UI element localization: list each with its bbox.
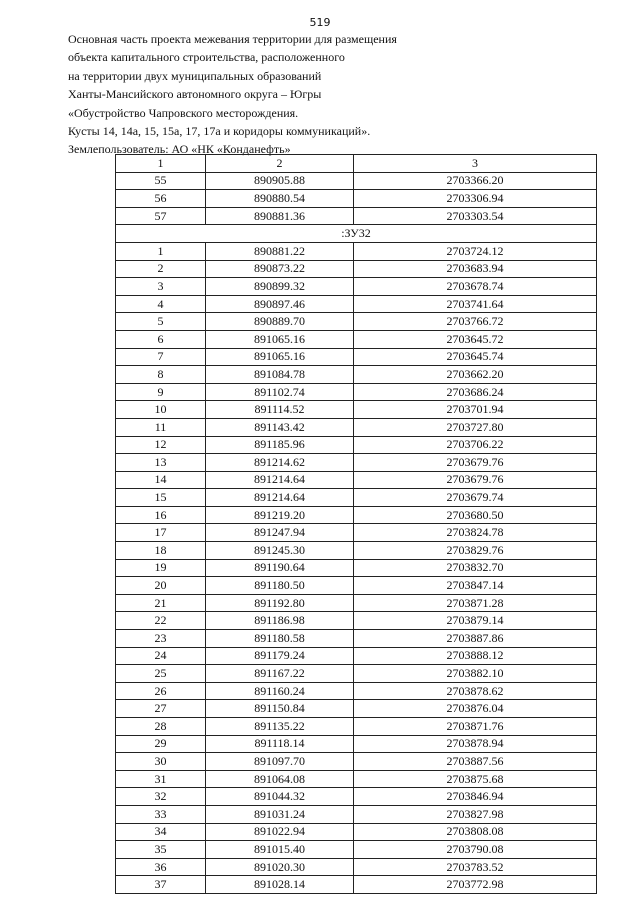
table-row [116,770,597,788]
header-line: Кусты 14, 14а, 15, 15а, 17, 17а и коридоры коммуникаций». [68,124,371,139]
table-row [116,506,597,524]
table-row [116,207,597,225]
x-coordinate-cell: 891180.58 [206,630,354,648]
table-row [116,559,597,577]
y-coordinate-cell: 2703645.72 [354,330,597,348]
y-coordinate-cell: 2703875.68 [354,770,597,788]
table-row [116,718,597,736]
x-coordinate-cell: 891186.98 [206,612,354,630]
point-number-cell: 12 [116,436,206,454]
x-coordinate-cell: 891084.78 [206,366,354,384]
y-coordinate-cell: 2703882.10 [354,665,597,683]
y-coordinate-cell: 2703645.74 [354,348,597,366]
point-number-cell: 23 [116,630,206,648]
point-number-cell: 9 [116,383,206,401]
table-row [116,330,597,348]
x-coordinate-cell: 891022.94 [206,823,354,841]
table-row [116,190,597,208]
section-row [116,225,597,243]
table-row [116,876,597,894]
point-number-cell: 34 [116,823,206,841]
x-coordinate-cell: 891015.40 [206,841,354,859]
table-row [116,647,597,665]
x-coordinate-cell: 891065.16 [206,348,354,366]
header-line: Основная часть проекта межевания территории для размещения [68,32,397,46]
y-coordinate-cell: 2703878.94 [354,735,597,753]
table-row [116,383,597,401]
y-coordinate-cell: 2703679.76 [354,454,597,472]
point-number-cell: 18 [116,542,206,560]
table-row [116,542,597,560]
x-coordinate-cell: 891160.24 [206,682,354,700]
y-coordinate-cell: 2703871.76 [354,718,597,736]
x-coordinate-cell: 891020.30 [206,858,354,876]
table-row [116,401,597,419]
y-coordinate-cell: 2703878.62 [354,682,597,700]
y-coordinate-cell: 2703679.76 [354,471,597,489]
y-coordinate-cell: 2703706.22 [354,436,597,454]
point-number-cell: 57 [116,207,206,225]
table-row [116,841,597,859]
x-coordinate-cell: 890899.32 [206,278,354,296]
point-number-cell: 25 [116,665,206,683]
point-number-cell: 36 [116,858,206,876]
table-row [116,471,597,489]
point-number-cell: 10 [116,401,206,419]
y-coordinate-cell: 2703679.74 [354,489,597,507]
point-number-cell: 22 [116,612,206,630]
y-coordinate-cell: 2703888.12 [354,647,597,665]
x-coordinate-cell: 891118.14 [206,735,354,753]
point-number-cell: 19 [116,559,206,577]
table-row [116,823,597,841]
y-coordinate-cell: 2703879.14 [354,612,597,630]
x-coordinate-cell: 891064.08 [206,770,354,788]
point-number-cell: 29 [116,735,206,753]
x-coordinate-cell: 891219.20 [206,506,354,524]
table-row [116,295,597,313]
x-coordinate-cell: 891214.62 [206,454,354,472]
y-coordinate-cell: 2703766.72 [354,313,597,331]
header-line: Землепользователь: АО «НК «Конданефть» [68,142,291,157]
x-coordinate-cell: 891143.42 [206,418,354,436]
table-row [116,418,597,436]
point-number-cell: 15 [116,489,206,507]
header-line: Ханты-Мансийского автономного округа – Югры [68,87,322,102]
point-number-cell: 3 [116,278,206,296]
table-row [116,682,597,700]
point-number-cell: 20 [116,577,206,595]
x-coordinate-cell: 890905.88 [206,172,354,190]
y-coordinate-cell: 2703662.20 [354,366,597,384]
x-coordinate-cell: 891031.24 [206,805,354,823]
x-coordinate-cell: 891065.16 [206,330,354,348]
coordinates-table-body [116,155,597,894]
y-coordinate-cell: 2703876.04 [354,700,597,718]
x-coordinate-cell: 891167.22 [206,665,354,683]
table-row [116,788,597,806]
x-coordinate-cell: 891214.64 [206,489,354,507]
table-row [116,260,597,278]
point-number-cell: 5 [116,313,206,331]
point-number-cell: 33 [116,805,206,823]
column-header: 2 [206,155,354,173]
page-number: 519 [309,16,331,29]
y-coordinate-cell: 2703741.64 [354,295,597,313]
x-coordinate-cell: 890889.70 [206,313,354,331]
table-row [116,278,597,296]
table-row [116,454,597,472]
point-number-cell: 16 [116,506,206,524]
table-row [116,242,597,260]
point-number-cell: 6 [116,330,206,348]
point-number-cell: 7 [116,348,206,366]
y-coordinate-cell: 2703829.76 [354,542,597,560]
point-number-cell: 35 [116,841,206,859]
table-row [116,700,597,718]
point-number-cell: 2 [116,260,206,278]
point-number-cell: 28 [116,718,206,736]
column-header: 1 [116,155,206,173]
x-coordinate-cell: 891245.30 [206,542,354,560]
x-coordinate-cell: 891180.50 [206,577,354,595]
x-coordinate-cell: 891114.52 [206,401,354,419]
y-coordinate-cell: 2703701.94 [354,401,597,419]
table-row [116,577,597,595]
y-coordinate-cell: 2703783.52 [354,858,597,876]
point-number-cell: 8 [116,366,206,384]
x-coordinate-cell: 890873.22 [206,260,354,278]
y-coordinate-cell: 2703824.78 [354,524,597,542]
point-number-cell: 27 [116,700,206,718]
point-number-cell: 24 [116,647,206,665]
y-coordinate-cell: 2703686.24 [354,383,597,401]
table-row [116,313,597,331]
table-row [116,594,597,612]
y-coordinate-cell: 2703847.14 [354,577,597,595]
y-coordinate-cell: 2703678.74 [354,278,597,296]
y-coordinate-cell: 2703887.56 [354,753,597,771]
y-coordinate-cell: 2703832.70 [354,559,597,577]
table-header-row [116,155,597,173]
y-coordinate-cell: 2703790.08 [354,841,597,859]
x-coordinate-cell: 891185.96 [206,436,354,454]
point-number-cell: 4 [116,295,206,313]
table-row [116,753,597,771]
y-coordinate-cell: 2703871.28 [354,594,597,612]
x-coordinate-cell: 891190.64 [206,559,354,577]
x-coordinate-cell: 890881.36 [206,207,354,225]
x-coordinate-cell: 890881.22 [206,242,354,260]
table-row [116,524,597,542]
table-row [116,805,597,823]
table-row [116,858,597,876]
x-coordinate-cell: 891179.24 [206,647,354,665]
point-number-cell: 14 [116,471,206,489]
x-coordinate-cell: 891214.64 [206,471,354,489]
point-number-cell: 30 [116,753,206,771]
point-number-cell: 26 [116,682,206,700]
point-number-cell: 32 [116,788,206,806]
table-row [116,366,597,384]
coordinates-table [115,154,597,894]
x-coordinate-cell: 891135.22 [206,718,354,736]
x-coordinate-cell: 891192.80 [206,594,354,612]
y-coordinate-cell: 2703772.98 [354,876,597,894]
x-coordinate-cell: 891150.84 [206,700,354,718]
table-row [116,348,597,366]
y-coordinate-cell: 2703724.12 [354,242,597,260]
header-line: на территории двух муниципальных образований [68,68,322,83]
table-row [116,735,597,753]
table-row [116,489,597,507]
section-label: :ЗУ32 [116,225,597,243]
point-number-cell: 37 [116,876,206,894]
y-coordinate-cell: 2703887.86 [354,630,597,648]
point-number-cell: 21 [116,594,206,612]
y-coordinate-cell: 2703846.94 [354,788,597,806]
point-number-cell: 56 [116,190,206,208]
column-header: 3 [354,155,597,173]
y-coordinate-cell: 2703366.20 [354,172,597,190]
point-number-cell: 13 [116,454,206,472]
x-coordinate-cell: 891102.74 [206,383,354,401]
y-coordinate-cell: 2703808.08 [354,823,597,841]
table-row [116,172,597,190]
y-coordinate-cell: 2703680.50 [354,506,597,524]
y-coordinate-cell: 2703306.94 [354,190,597,208]
point-number-cell: 17 [116,524,206,542]
point-number-cell: 11 [116,418,206,436]
y-coordinate-cell: 2703303.54 [354,207,597,225]
point-number-cell: 31 [116,770,206,788]
table-row [116,665,597,683]
x-coordinate-cell: 890897.46 [206,295,354,313]
x-coordinate-cell: 890880.54 [206,190,354,208]
table-row [116,612,597,630]
header-line: объекта капитального строительства, расположенного [68,50,345,65]
point-number-cell: 55 [116,172,206,190]
table-row [116,630,597,648]
y-coordinate-cell: 2703727.80 [354,418,597,436]
y-coordinate-cell: 2703827.98 [354,805,597,823]
x-coordinate-cell: 891028.14 [206,876,354,894]
x-coordinate-cell: 891097.70 [206,753,354,771]
header-line: «Обустройство Чапровского месторождения. [68,105,299,120]
table-row [116,436,597,454]
y-coordinate-cell: 2703683.94 [354,260,597,278]
document-header [68,30,588,159]
x-coordinate-cell: 891044.32 [206,788,354,806]
x-coordinate-cell: 891247.94 [206,524,354,542]
point-number-cell: 1 [116,242,206,260]
